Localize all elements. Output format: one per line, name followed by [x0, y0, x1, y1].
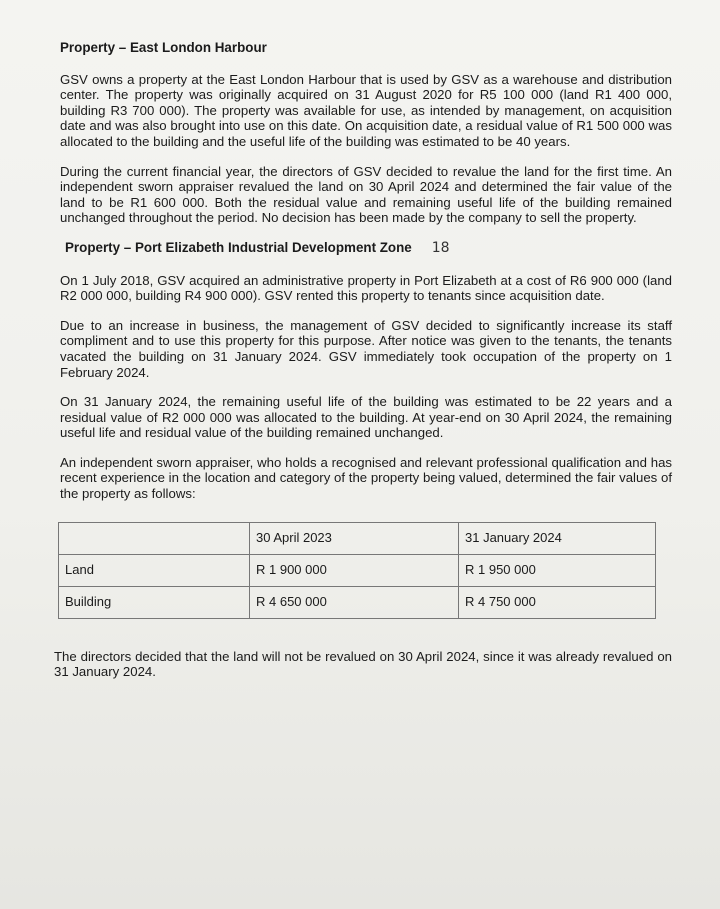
table-row [59, 586, 656, 618]
table-header-row [59, 522, 656, 554]
paragraph: Due to an increase in business, the management of GSV decided to significantly increase its staff compliment and to use this property for this purpose. After notice was given to the tenants, the tenants vacated the building on 31 January 2024. GSV immediately took occupation of the property on 1 February 2024. [60, 317, 672, 380]
document-content [54, 40, 672, 694]
closing-paragraph: The directors decided that the land will not be revalued on 30 April 2024, since it was already revalued on 31 January 2024. [54, 648, 672, 680]
table-cell: Building [59, 586, 250, 618]
paragraph: GSV owns a property at the East London Harbour that is used by GSV as a warehouse and distribution center. The property was originally acquired on 31 August 2020 for R5 100 000 (land R1 400 000, building R3 700 000). The property was available for use, as intended by management, on acquisition date and was also brought into use on this date. On acquisition date, a residual value of R1 500 000 was allocated to the building and the useful life of the building was estimated to be 40 years. [60, 71, 672, 149]
fair-value-table [58, 522, 656, 619]
table-header-cell: 31 January 2024 [459, 522, 656, 554]
paragraph: An independent sworn appraiser, who holds a recognised and relevant professional qualification and has recent experience in the location and category of the property being valued, determined the fair values of the property as follows: [60, 454, 672, 502]
table-header-cell: 30 April 2023 [250, 522, 459, 554]
paragraph: On 1 July 2018, GSV acquired an administrative property in Port Elizabeth at a cost of R6 900 000 (land R2 000 000, building R4 900 000). GSV rented this property to tenants since acquisition date. [60, 272, 672, 304]
section-heading-port-elizabeth [65, 240, 672, 257]
section-heading-east-london: Property – East London Harbour [60, 40, 267, 55]
heading-text: Property – Port Elizabeth Industrial Development Zone [65, 239, 412, 255]
paragraph: During the current financial year, the directors of GSV decided to revalue the land for the first time. An independent sworn appraiser revalued the land on 30 April 2024 and determined the fair value of the land to be R1 600 000. Both the residual value and remaining useful life of the building remained unchanged throughout the period. No decision has been made by the company to sell the property. [60, 163, 672, 226]
table-cell: R 1 900 000 [250, 554, 459, 586]
table-cell: Land [59, 554, 250, 586]
table-header-cell [59, 522, 250, 554]
table-cell: R 1 950 000 [459, 554, 656, 586]
table-cell: R 4 650 000 [250, 586, 459, 618]
paragraph: On 31 January 2024, the remaining useful life of the building was estimated to be 22 years and a residual value of R2 000 000 was allocated to the building. At year-end on 30 April 2024, the remaining useful life and residual value of the building remained unchanged. [60, 394, 672, 441]
table-row [59, 554, 656, 586]
handwritten-mark: 18 [431, 239, 450, 256]
table-cell: R 4 750 000 [459, 586, 656, 618]
